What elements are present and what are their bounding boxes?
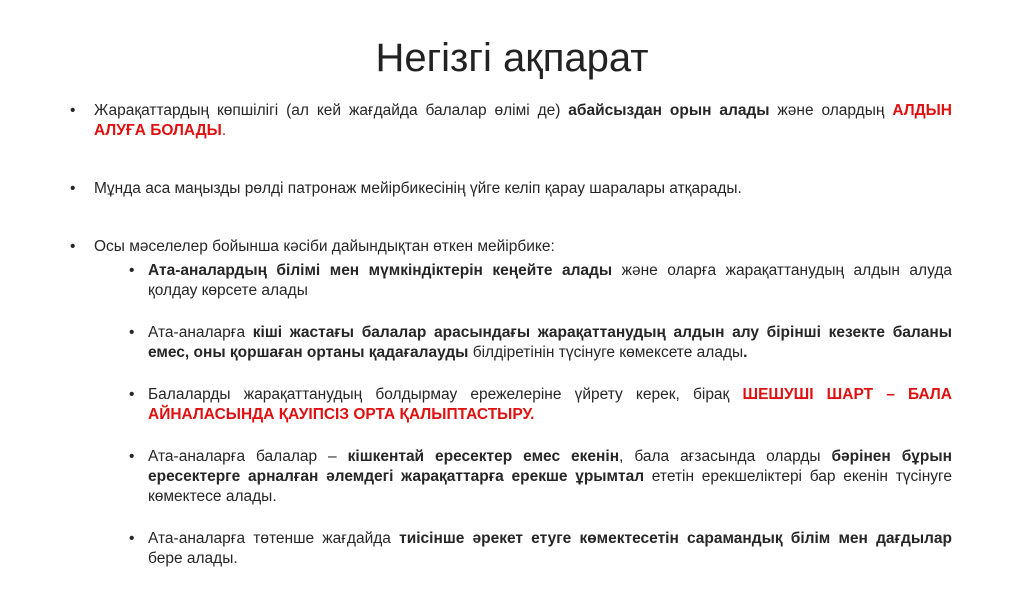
sub-bullet-bold-text: бәрінен бұрын ересектерге арналған әлемдегі жарақаттарға ерекше ұрымтал <box>148 448 952 485</box>
slide-title: Негізгі ақпарат <box>375 36 649 80</box>
bullet-text: Мұнда аса маңызды рөлді патронаж мейірбикесінің үйге келіп қарау шаралары атқарады. <box>94 180 742 197</box>
sub-bullet-text: , бала ағзасында оларды <box>619 448 832 465</box>
sub-bullet-item <box>129 529 952 569</box>
sub-bullet-list <box>129 261 952 569</box>
sub-bullet-bold-text: тиісінше әрекет етуге көмектесетін сарамандық білім мен дағдылар <box>399 530 952 547</box>
sub-bullet-text: бере алады. <box>148 550 238 567</box>
bullet-item <box>68 237 952 257</box>
sub-bullet-text: Ата-аналарға балалар – <box>148 448 348 465</box>
sub-bullet-item <box>129 323 952 363</box>
sub-bullet-text: Ата-аналарға <box>148 324 253 341</box>
sub-bullet-text: және оларға жарақаттанудың алдын алуда қолдау көрсете алады <box>148 262 952 299</box>
sub-bullet-bold-text: Ата-аналардың білімі мен мүмкіндіктерін кеңейте алады <box>148 262 613 279</box>
bullet-item <box>68 101 952 141</box>
bullet-text: Жарақаттардың көпшілігі (ал кей жағдайда балалар өлімі де) <box>94 102 569 119</box>
sub-bullet-bold-text: кішкентай ересектер емес екенін <box>347 448 620 465</box>
sub-bullet-item <box>129 261 952 301</box>
sub-bullet-item <box>129 447 952 507</box>
bullet-text: Осы мәселелер бойынша кәсіби дайындықтан өткен мейірбике: <box>94 238 555 255</box>
sub-bullet-text: Ата-аналарға төтенше жағдайда <box>148 530 400 547</box>
sub-bullet-text: Балаларды жарақаттанудың болдырмау ережелеріне үйрету керек, бірақ <box>148 386 743 403</box>
bullet-highlight-text: АЛДЫН АЛУҒА БОЛАДЫ <box>94 102 952 139</box>
slide-content <box>68 101 952 591</box>
sub-bullet-item <box>129 385 952 425</box>
sub-bullet-bold-text: кіші жастағы балалар арасындағы жарақаттанудың алдын алу бірінші кезекте баланы емес, оны қоршаған ортаны қадағалауды <box>148 324 952 361</box>
sub-bullet-text: білдіретінін түсінуге көмексете алады <box>468 344 744 361</box>
sub-bullet-text: ететін ерекшеліктері бар екенін түсінуге көмектесе алады. <box>148 468 952 505</box>
sub-bullet-highlight-text: ШЕШУШІ ШАРТ – БАЛА АЙНАЛАСЫНДА ҚАУІПСІЗ ОРТА ҚАЛЫПТАСТЫРУ. <box>148 386 952 423</box>
bullet-bold-text: абайсыздан орын алады <box>568 102 770 119</box>
sub-bullet-text: . <box>743 344 748 361</box>
bullet-text: . <box>221 122 227 139</box>
bullet-text: және олардың <box>769 102 893 119</box>
bullet-item <box>68 179 952 199</box>
